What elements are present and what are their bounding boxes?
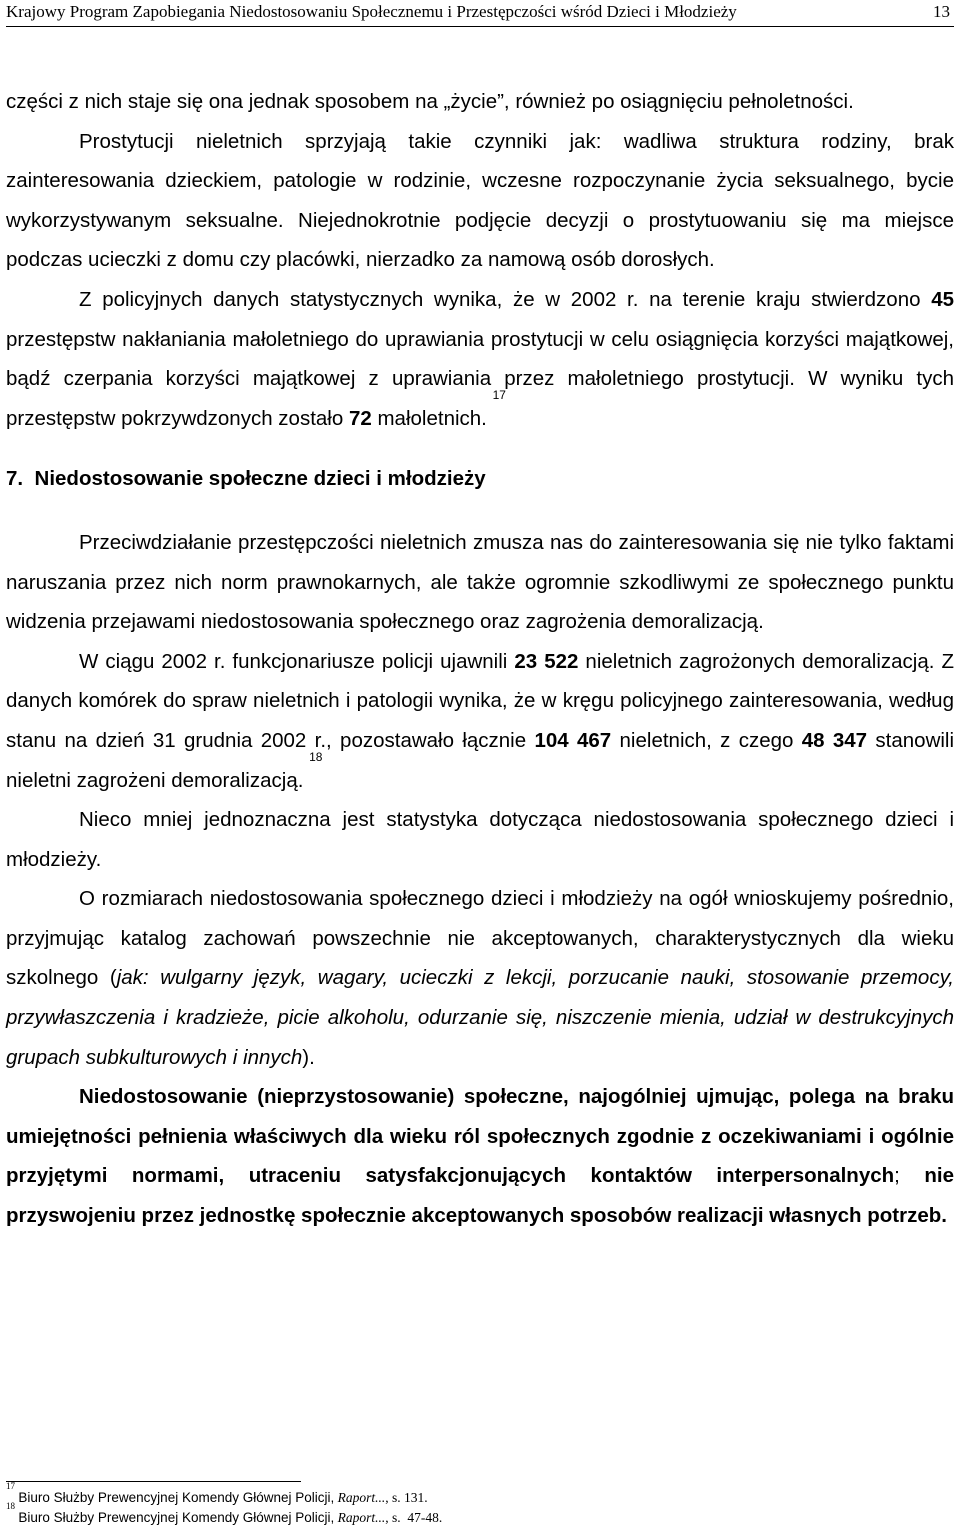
italic-text: jak: wulgarny język, wagary, ucieczki z lekcji, porzucanie nauki, stosowanie przemocy, przywłaszczenia i kradzieże, picie alkoholu, odurzanie się, niszczenie mienia, udział w destrukcyjnych grupach subkulturowych i innych	[6, 966, 954, 1069]
bold-text: nie przyswojeniu przez jednostkę społecznie akceptowanych sposobów realizacji własnych potrzeb.	[6, 1164, 955, 1228]
paragraph	[6, 879, 954, 1077]
footnote-tail: , s. 47-48.	[385, 1510, 443, 1525]
bold-number: 104 467	[534, 728, 612, 752]
text: Prostytucji nieletnich sprzyjają takie czynniki jak: wadliwa struktura rodziny, brak zainteresowania dzieckiem, patologie w rodzinie, wczesne rozpoczynanie życia seksualnego, bycie wykorzystywanym seksualne.	[6, 129, 954, 232]
footnote-italic: Raport...	[337, 1510, 386, 1525]
text: ;	[894, 1164, 900, 1188]
paragraph	[6, 642, 954, 800]
text: W ciągu 2002 r. funkcjonariusze policji ujawnili	[79, 649, 508, 673]
text: małoletnich.	[377, 406, 487, 430]
footnote-separator	[6, 1481, 301, 1482]
text: przestępstw nakłaniania małoletniego do uprawiania prostytucji w celu osiągnięcia korzyści majątkowej, bądź czerpania korzyści majątkowej z uprawiania przez małoletniego prostytucji. W wyniku tych przestępstw pokrzywdzonych zostało	[6, 327, 954, 430]
paragraph	[6, 280, 954, 438]
text: na terenie kraju stwierdzono	[649, 287, 921, 311]
section-number: 7.	[6, 467, 24, 491]
bold-number: 23 522	[514, 649, 579, 673]
text: Niejednokrotnie podjęcie decyzji o prostytuowaniu się ma miejsce podczas ucieczki z domu czy placówki, nierzadko za namową osób dorosłych.	[6, 208, 954, 272]
paragraph: Nieco mniej jednoznaczna jest statystyka dotycząca niedostosowania społecznego dzieci i młodzieży.	[6, 808, 954, 871]
footnote	[6, 1481, 954, 1508]
footnote-italic: Raport...	[337, 1490, 386, 1505]
text: ).	[302, 1045, 315, 1069]
header-title: Krajowy Program Zapobiegania Niedostosowaniu Społecznemu i Przestępczości wśród Dzieci i Młodzieży	[6, 2, 737, 21]
paragraph	[6, 1077, 954, 1235]
footnote-number: 18	[6, 1501, 15, 1511]
text: stanowili nieletni zagrożeni demoralizacją.	[6, 728, 955, 792]
text: Z policyjnych danych statystycznych wynika, że w 2002 r.	[79, 287, 639, 311]
page-header	[6, 0, 954, 27]
footnote-ref[interactable]: 18	[309, 749, 323, 764]
text: O rozmiarach niedostosowania społecznego dzieci i młodzieży na ogół wnioskujemy pośrednio, przyjmując katalog zachowań powszechnie nie akceptowanych, charakterystycznych dla wieku szkolnego (	[6, 887, 954, 990]
bold-text: Niedostosowanie (nieprzystosowanie) społeczne, najogólniej ujmując, polega na braku umiejętności pełnienia właściwych dla wieku ról społecznych zgodnie z oczekiwaniami i ogólnie przyjętymi normami, utraceniu satysfakcjonujących kontaktów interpersonalnych	[6, 1085, 954, 1188]
section-title: Niedostosowanie społeczne dzieci i młodzieży	[34, 467, 486, 491]
text: nieletnich, z czego	[619, 728, 794, 752]
footnote-tail: , s. 131.	[385, 1490, 428, 1505]
document-body	[6, 82, 954, 1236]
footnotes	[6, 1481, 954, 1528]
footnote-text: Biuro Służby Prewencyjnej Komendy Głównej Policji,	[18, 1490, 335, 1505]
footnote	[6, 1501, 954, 1528]
footnote-ref[interactable]: 17	[492, 387, 506, 402]
section-heading	[6, 459, 954, 499]
bold-number: 45	[931, 287, 954, 311]
paragraph: Przeciwdziałanie przestępczości nieletnich zmusza nas do zainteresowania się nie tylko faktami naruszania przez nich norm prawnokarnych, ale także ogromnie szkodliwymi ze społecznego punktu widzenia przejawami niedostosowania społecznego oraz zagrożenia demoralizacją.	[6, 530, 954, 634]
page-number: 13	[933, 2, 950, 21]
paragraph: części z nich staje się ona jednak sposobem na „życie”, również po osiągnięciu pełnoletności.	[6, 90, 854, 113]
bold-number: 48 347	[801, 728, 868, 752]
text: nieletnich zagrożonych demoralizacją. Z danych komórek do spraw nieletnich i patologii wynika, że w kręgu policyjnego zainteresowania, według stanu na dzień 31 grudnia 2002 r., pozostawało łącznie	[6, 649, 954, 752]
footnote-text: Biuro Służby Prewencyjnej Komendy Głównej Policji,	[18, 1510, 335, 1525]
footnote-number: 17	[6, 1481, 15, 1491]
bold-number: 72	[348, 406, 372, 430]
paragraph	[6, 122, 954, 280]
